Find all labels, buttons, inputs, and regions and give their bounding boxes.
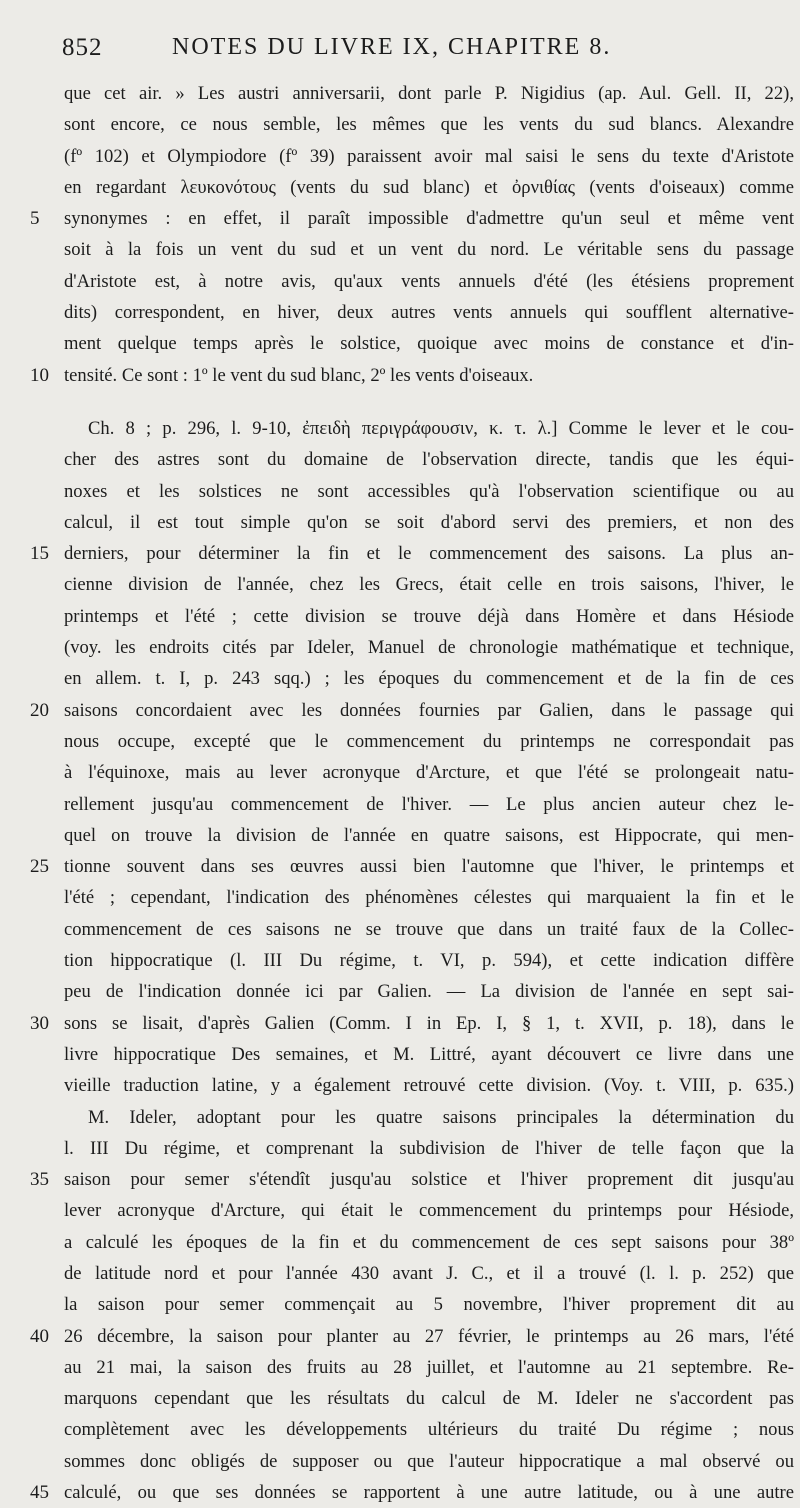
line-number: 20 — [30, 699, 49, 721]
text-line — [0, 141, 800, 172]
text-line — [0, 1258, 800, 1289]
line-text: dits) correspondent, en hiver, deux autres vents annuels qui soufflent alternative- — [64, 302, 794, 324]
text-line — [0, 538, 800, 569]
line-text: tion hippocratique (l. III Du régime, t. VI, p. 594), et cette indication diffère — [64, 950, 794, 972]
line-text: en allem. t. I, p. 243 sqq.) ; les époques du commencement et de la fin de ces — [64, 668, 794, 690]
text-line — [0, 1070, 800, 1101]
line-text: tionne souvent dans ses œuvres aussi bien l'automne que l'hiver, le printemps et — [64, 856, 794, 878]
line-number: 5 — [30, 208, 40, 230]
text-line — [0, 507, 800, 538]
text-line — [0, 328, 800, 359]
text-line — [0, 914, 800, 945]
text-line — [0, 726, 800, 757]
line-text: rellement jusqu'au commencement de l'hiver. — Le plus ancien auteur chez le- — [64, 793, 794, 815]
line-text: livre hippocratique Des semaines, et M. Littré, ayant découvert ce livre dans une — [64, 1043, 794, 1065]
line-text: sons se lisait, d'après Galien (Comm. I in Ep. I, § 1, t. XVII, p. 18), dans le — [64, 1012, 794, 1034]
line-text: à l'équinoxe, mais au lever acronyque d'Arcture, et que l'été se prolongeait natu- — [64, 762, 794, 784]
text-line — [0, 1477, 800, 1508]
text-line — [0, 1164, 800, 1195]
line-text: ment quelque temps après le solstice, quoique avec moins de constance et d'in- — [64, 333, 794, 355]
text-body — [0, 78, 800, 1508]
running-title: NOTES DU LIVRE IX, CHAPITRE 8. — [172, 34, 612, 60]
text-line — [0, 1195, 800, 1226]
text-line — [0, 1227, 800, 1258]
line-text: tensité. Ce sont : 1º le vent du sud blanc, 2º les vents d'oiseaux. — [64, 364, 534, 386]
page-number: 852 — [62, 34, 103, 61]
line-text: vieille traduction latine, y a également retrouvé cette division. (Voy. t. VIII, p. 635.) — [64, 1075, 794, 1097]
text-line — [0, 203, 800, 234]
line-text: noxes et les solstices ne sont accessibles qu'à l'observation scientifique ou au — [64, 480, 794, 502]
text-line — [0, 851, 800, 882]
line-text: complètement avec les développements ultérieurs du traité Du régime ; nous — [64, 1419, 794, 1441]
text-line — [0, 1133, 800, 1164]
text-line — [0, 297, 800, 328]
text-line — [0, 601, 800, 632]
text-line — [0, 789, 800, 820]
text-line — [0, 109, 800, 140]
text-line — [0, 78, 800, 109]
text-line — [0, 360, 800, 391]
line-text: d'Aristote est, à notre avis, qu'aux vents annuels d'été (les étésiens proprement — [64, 270, 794, 292]
text-line — [0, 1383, 800, 1414]
text-line — [0, 266, 800, 297]
text-line — [0, 172, 800, 203]
line-text: synonymes : en effet, il paraît impossible d'admettre qu'un seul et même vent — [64, 208, 794, 230]
line-text: cienne division de l'année, chez les Grecs, était celle en trois saisons, l'hiver, le — [64, 574, 794, 596]
text-line — [0, 476, 800, 507]
text-line — [0, 695, 800, 726]
line-text: (fº 102) et Olympiodore (fº 39) paraissent avoir mal saisi le sens du texte d'Aristote — [64, 145, 794, 167]
line-text: (voy. les endroits cités par Ideler, Manuel de chronologie mathématique et technique, — [64, 637, 794, 659]
text-line — [0, 757, 800, 788]
line-text: cher des astres sont du domaine de l'observation directe, tandis que les équi- — [64, 449, 794, 471]
line-text: peu de l'indication donnée ici par Galien. — La division de l'année en sept sai- — [64, 981, 794, 1003]
line-text: sont encore, ce nous semble, les mêmes que les vents du sud blancs. Alexandre — [64, 114, 794, 136]
line-text: Ch. 8 ; p. 296, l. 9-10, ἐπειδὴ περιγράφουσιν, κ. τ. λ.] Comme le lever et le cou- — [88, 417, 794, 439]
text-line — [0, 976, 800, 1007]
line-number: 40 — [30, 1325, 49, 1347]
line-text: sommes donc obligés de supposer ou que l'auteur hippocratique a mal observé ou — [64, 1450, 794, 1472]
text-line — [0, 632, 800, 663]
line-text: calcul, il est tout simple qu'on se soit d'abord servi des premiers, et non des — [64, 511, 794, 533]
page-header — [0, 34, 800, 74]
line-number: 45 — [30, 1482, 49, 1504]
line-text: M. Ideler, adoptant pour les quatre saisons principales la détermination du — [88, 1106, 794, 1128]
line-text: commencement de ces saisons ne se trouve que dans un traité faux de la Collec- — [64, 918, 794, 940]
text-line — [0, 1289, 800, 1320]
line-text: nous occupe, excepté que le commencement du printemps ne correspondait pas — [64, 730, 794, 752]
line-text: l'été ; cependant, l'indication des phénomènes célestes qui marquaient la fin et le — [64, 887, 794, 909]
text-line — [0, 820, 800, 851]
text-line — [0, 663, 800, 694]
line-text: lever acronyque d'Arcture, qui était le commencement du printemps pour Hésiode, — [64, 1200, 794, 1222]
text-line — [0, 882, 800, 913]
line-text: saison pour semer s'étendît jusqu'au solstice et l'hiver proprement dit jusqu'au — [64, 1169, 794, 1191]
text-line — [0, 569, 800, 600]
line-text: au 21 mai, la saison des fruits au 28 juillet, et l'automne au 21 septembre. Re- — [64, 1356, 794, 1378]
line-text: en regardant λευκονότους (vents du sud blanc) et ὀρνιθίας (vents d'oiseaux) comme — [64, 176, 794, 198]
line-text: que cet air. » Les austri anniversarii, dont parle P. Nigidius (ap. Aul. Gell. II, 22), — [64, 83, 794, 104]
text-line — [0, 1446, 800, 1477]
text-line — [0, 1008, 800, 1039]
line-text: calculé, ou que ses données se rapportent à une autre latitude, ou à une autre — [64, 1482, 794, 1504]
text-line — [0, 1102, 800, 1133]
text-line — [0, 945, 800, 976]
line-text: quel on trouve la division de l'année en quatre saisons, est Hippocrate, qui men- — [64, 824, 794, 846]
text-line — [0, 1321, 800, 1352]
text-line — [0, 444, 800, 475]
line-number: 10 — [30, 364, 49, 386]
line-text: de latitude nord et pour l'année 430 avant J. C., et il a trouvé (l. l. p. 252) que — [64, 1262, 794, 1284]
text-line — [0, 1039, 800, 1070]
line-number: 15 — [30, 543, 49, 565]
line-text: printemps et l'été ; cette division se trouve déjà dans Homère et dans Hésiode — [64, 605, 794, 627]
text-line — [0, 1352, 800, 1383]
paragraph-gap — [0, 391, 800, 413]
line-number: 35 — [30, 1169, 49, 1191]
line-text: la saison pour semer commençait au 5 novembre, l'hiver proprement dit au — [64, 1294, 794, 1316]
line-text: marquons cependant que les résultats du calcul de M. Ideler ne s'accordent pas — [64, 1388, 794, 1410]
line-number: 30 — [30, 1012, 49, 1034]
line-text: derniers, pour déterminer la fin et le commencement des saisons. La plus an- — [64, 543, 794, 565]
line-text: a calculé les époques de la fin et du commencement de ces sept saisons pour 38º — [64, 1231, 794, 1253]
line-number: 25 — [30, 856, 49, 878]
line-text: 26 décembre, la saison pour planter au 27 février, le printemps au 26 mars, l'été — [64, 1325, 794, 1347]
text-line — [0, 1414, 800, 1445]
text-line — [0, 234, 800, 265]
text-line — [0, 413, 800, 444]
line-text: saisons concordaient avec les données fournies par Galien, dans le passage qui — [64, 699, 794, 721]
line-text: l. III Du régime, et comprenant la subdivision de l'hiver de telle façon que la — [64, 1137, 794, 1159]
line-text: soit à la fois un vent du sud et un vent du nord. Le véritable sens du passage — [64, 239, 794, 261]
